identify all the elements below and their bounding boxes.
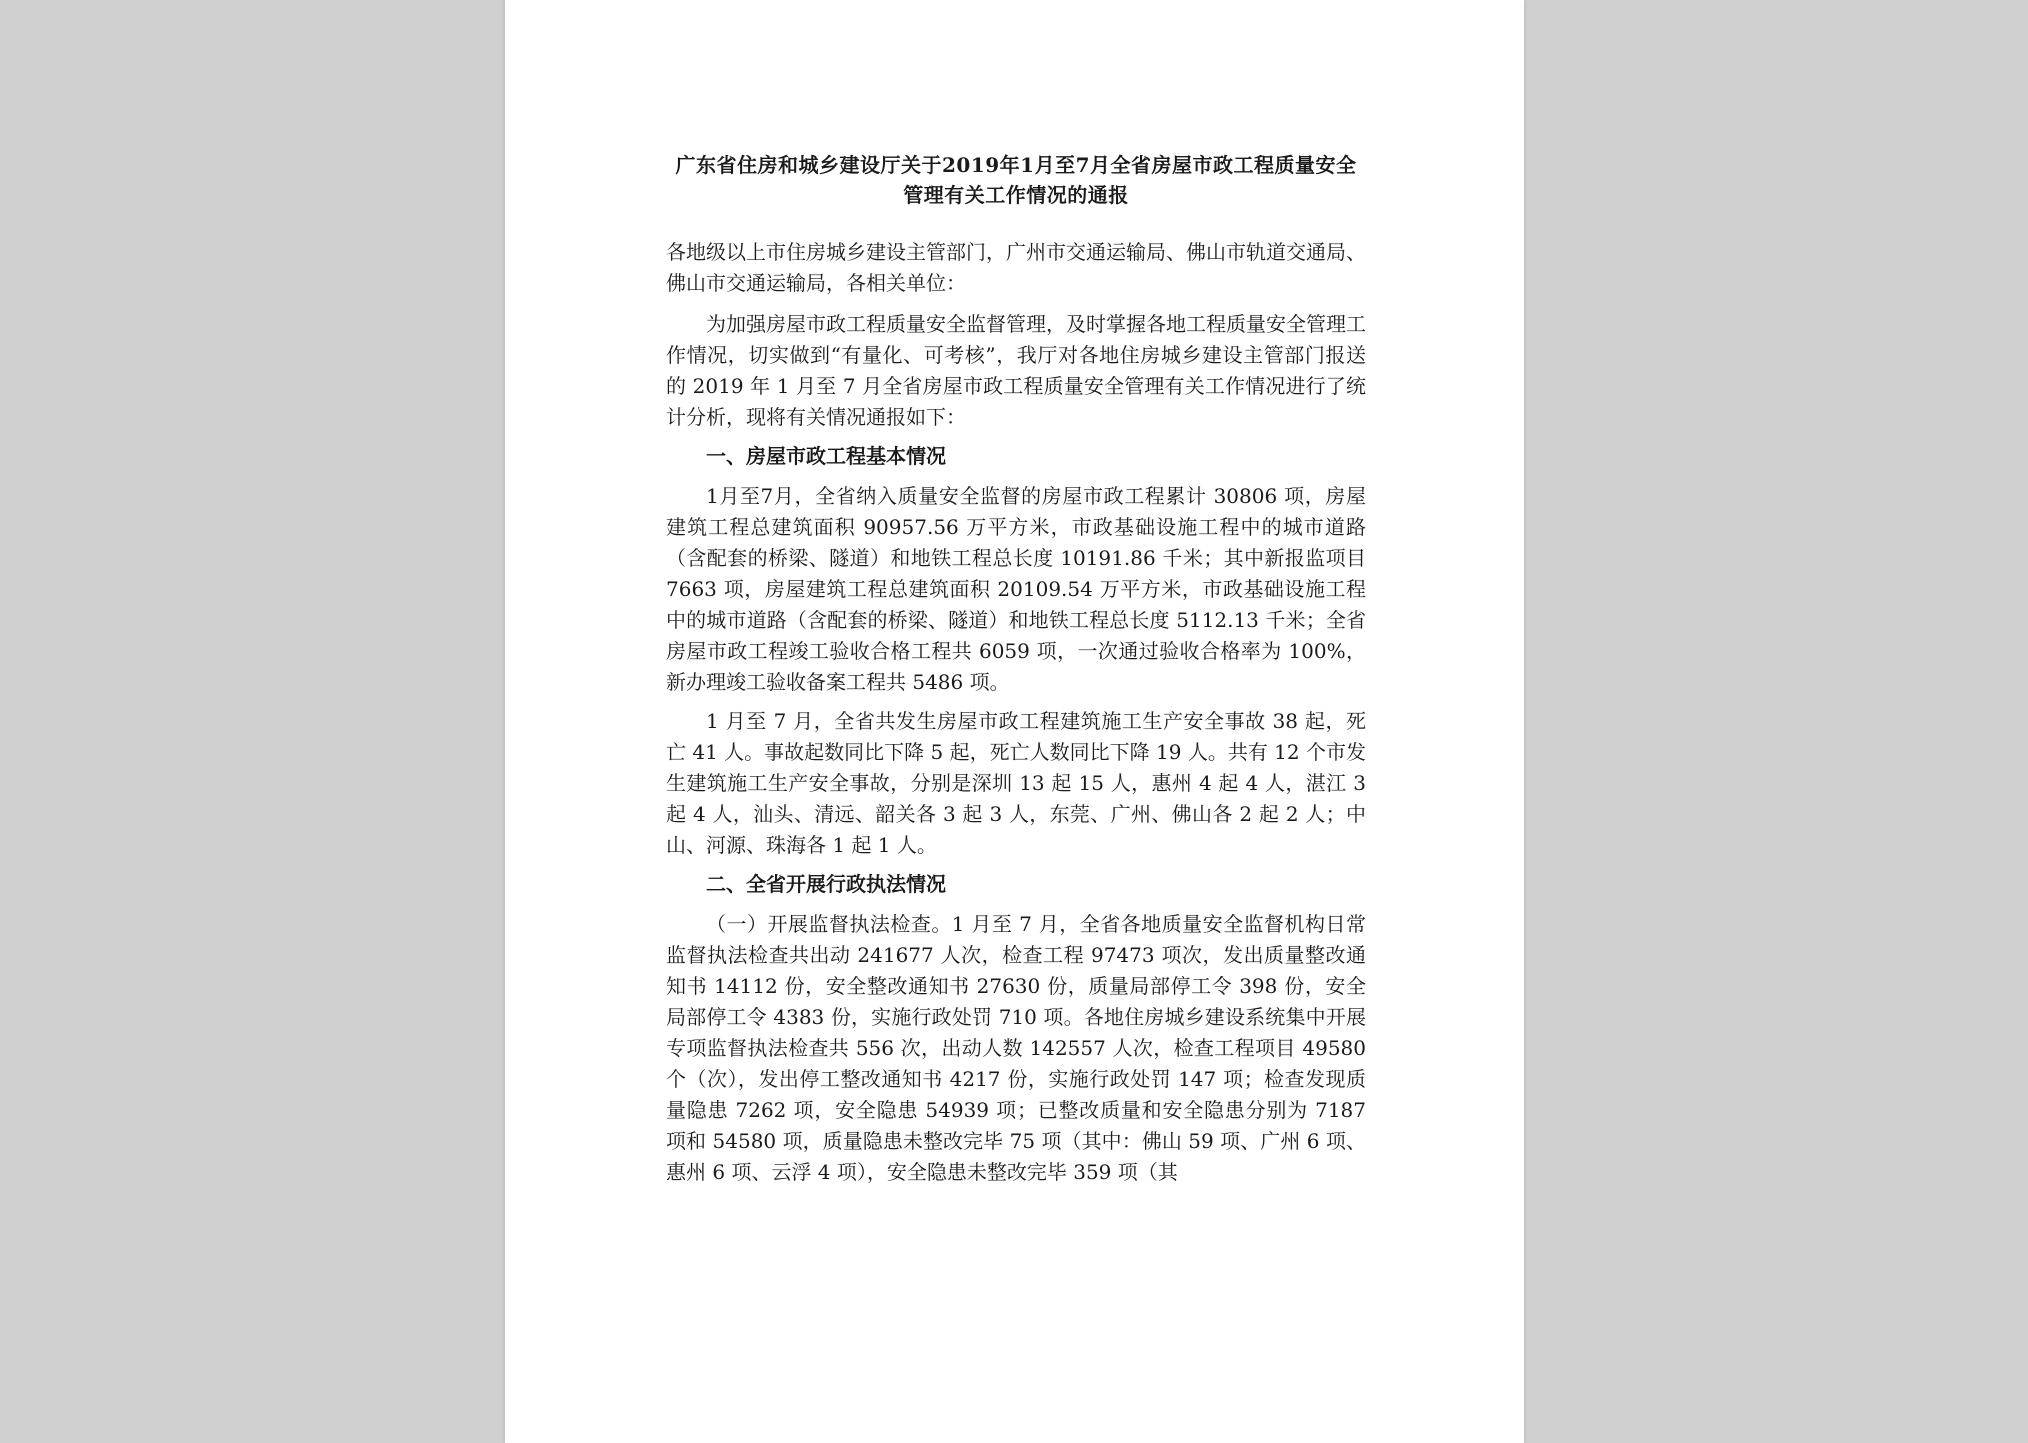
section1-heading: 一、房屋市政工程基本情况 [706, 444, 946, 468]
document-page [505, 0, 1524, 1443]
section2-heading: 二、全省开展行政执法情况 [706, 872, 946, 896]
section2-paragraph-1: （一）开展监督执法检查。1 月至 7 月，全省各地质量安全监督机构日常监督执法检查共出动 241677 人次，检查工程 97473 项次，发出质量整改通知书 14112 份，安全整改通知书 27630 份，质量局部停工令 398 份，安全局部停工令 4383 份，实施行政处罚 710 项。各地住房城乡建设系统集中开展专项监督执法检查共 556 次，出动人数 142557 人次，检查工程项目 49580 个（次），发出停工整改通知书 4217 份，实施行政处罚 147 项；检查发现质量隐患 7262 项，安全隐患 54939 项；已整改质量和安全隐患分别为 7187 项和 54580 项，质量隐患未整改完毕 75 项（其中：佛山 59 项、广州 6 项、惠州 6 项、云浮 4 项），安全隐患未整改完毕 359 项（其 [666, 912, 1366, 1184]
page-content [666, 150, 1366, 1196]
section1-paragraph-1: 1月至7月，全省纳入质量安全监督的房屋市政工程累计 30806 项，房屋建筑工程总建筑面积 90957.56 万平方米，市政基础设施工程中的城市道路（含配套的桥梁、隧道）和地铁工程总长度 10191.86 千米；其中新报监项目 7663 项，房屋建筑工程总建筑面积 20109.54 万平方米，市政基础设施工程中的城市道路（含配套的桥梁、隧道）和地铁工程总长度 5112.13 千米；全省房屋市政工程竣工验收合格工程共 6059 项，一次通过验收合格率为 100%，新办理竣工验收备案工程共 5486 项。 [666, 484, 1366, 694]
section1-paragraph-2: 1 月至 7 月，全省共发生房屋市政工程建筑施工生产安全事故 38 起，死亡 41 人。事故起数同比下降 5 起，死亡人数同比下降 19 人。共有 12 个市发生建筑施工生产安全事故，分别是深圳 13 起 15 人，惠州 4 起 4 人，湛江 3 起 4 人，汕头、清远、韶关各 3 起 3 人，东莞、广州、佛山各 2 起 2 人；中山、河源、珠海各 1 起 1 人。 [666, 709, 1366, 857]
intro-paragraph: 为加强房屋市政工程质量安全监督管理，及时掌握各地工程质量安全管理工作情况，切实做到“有量化、可考核”，我厅对各地住房城乡建设主管部门报送的 2019 年 1 月至 7 月全省房屋市政工程质量安全管理有关工作情况进行了统计分析，现将有关情况通报如下： [666, 312, 1366, 429]
document-title: 广东省住房和城乡建设厅关于2019年1月至7月全省房屋市政工程质量安全管理有关工作情况的通报 [675, 153, 1357, 207]
salutation: 各地级以上市住房城乡建设主管部门，广州市交通运输局、佛山市轨道交通局、佛山市交通运输局，各相关单位： [666, 240, 1366, 295]
